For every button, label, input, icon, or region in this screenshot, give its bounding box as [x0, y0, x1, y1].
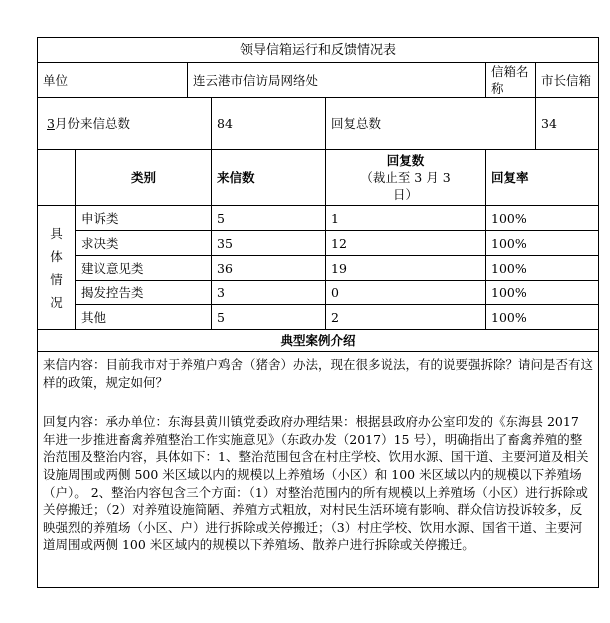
month-total-suffix: 月份来信总数	[54, 116, 130, 131]
case-reply-text: 回复内容：承办单位：东海县黄川镇党委政府办理结果：根据县政府办公室印发的《东海县 2017 年进一步推进畜禽养殖整治工作实施意见》（东政办发（2017）15 号），明确指出了畜禽养殖的整治范围及整治内容，具体如下：1、整治范围包含在村庄学校、饮用水源、国干道、主要河道及相关设施周围或两侧 500 米区域以内的规模以上养殖场（小区）和 100 米区域以内的规模以下养殖场（户）。 2、整治内容包含三个方面：（1）对整治范围内的所有规模以上养殖场（小区）进行拆除或关停搬迁；（2）对养殖设施简陋、养殖方式粗放，对村民生活环境有影响、群众信访投诉较多，反映强烈的养殖场（小区、户）进行拆除或关停搬迁；（3）村庄学校、饮用水源、国省干道、主要河道周围或两侧 100 米区域内的规模以下养殖场、散养户进行拆除或关停搬迁。	[43, 414, 589, 553]
row-rate: 100%	[486, 231, 599, 256]
form-title: 领导信箱运行和反馈情况表	[38, 38, 599, 63]
table-row	[38, 206, 599, 231]
reply-total-label: 回复总数	[326, 98, 536, 150]
header-replies-line1: 回复数	[386, 153, 425, 168]
table-row	[38, 305, 599, 330]
mailbox-label: 信箱名称	[486, 63, 536, 98]
row-category: 揭发控告类	[76, 281, 212, 305]
monthly-total-value: 84	[212, 98, 326, 150]
unit-label: 单位	[38, 63, 188, 98]
row-replies: 0	[326, 281, 486, 305]
month-number: 3	[46, 116, 55, 131]
row-letters: 3	[212, 281, 326, 305]
monthly-total-label	[38, 98, 212, 150]
header-blank	[38, 150, 76, 206]
reply-total-value: 34	[536, 98, 599, 150]
row-category: 求决类	[76, 231, 212, 256]
header-category: 类别	[76, 150, 212, 206]
cases-heading: 典型案例介绍	[38, 330, 599, 352]
row-category: 建议意见类	[76, 256, 212, 281]
table-row	[38, 281, 599, 305]
row-replies: 19	[326, 256, 486, 281]
mailbox-value: 市长信箱	[536, 63, 599, 98]
row-replies: 12	[326, 231, 486, 256]
unit-value: 连云港市信访局网络处	[188, 63, 486, 98]
table-row	[38, 256, 599, 281]
row-rate: 100%	[486, 256, 599, 281]
row-letters: 5	[212, 206, 326, 231]
row-category: 其他	[76, 305, 212, 330]
side-label-detail: 具 体 情 况	[38, 206, 76, 330]
row-letters: 5	[212, 305, 326, 330]
feedback-form-table	[37, 37, 599, 588]
header-replies-line2: （裁止至 3 月 3	[360, 170, 451, 185]
header-rate: 回复率	[486, 150, 599, 206]
row-rate: 100%	[486, 281, 599, 305]
header-replies	[326, 150, 486, 206]
header-replies-line3: 日）	[392, 187, 418, 202]
row-letters: 35	[212, 231, 326, 256]
header-letters: 来信数	[212, 150, 326, 206]
row-rate: 100%	[486, 305, 599, 330]
case-letter-text: 来信内容：目前我市对于养殖户鸡舍（猪舍）办法，现在很多说法，有的说要强拆除？请问是否有这样的政策，规定如何？	[43, 357, 594, 390]
row-replies: 2	[326, 305, 486, 330]
row-letters: 36	[212, 256, 326, 281]
case-content	[38, 352, 599, 588]
row-rate: 100%	[486, 206, 599, 231]
row-replies: 1	[326, 206, 486, 231]
row-category: 申诉类	[76, 206, 212, 231]
table-row	[38, 231, 599, 256]
